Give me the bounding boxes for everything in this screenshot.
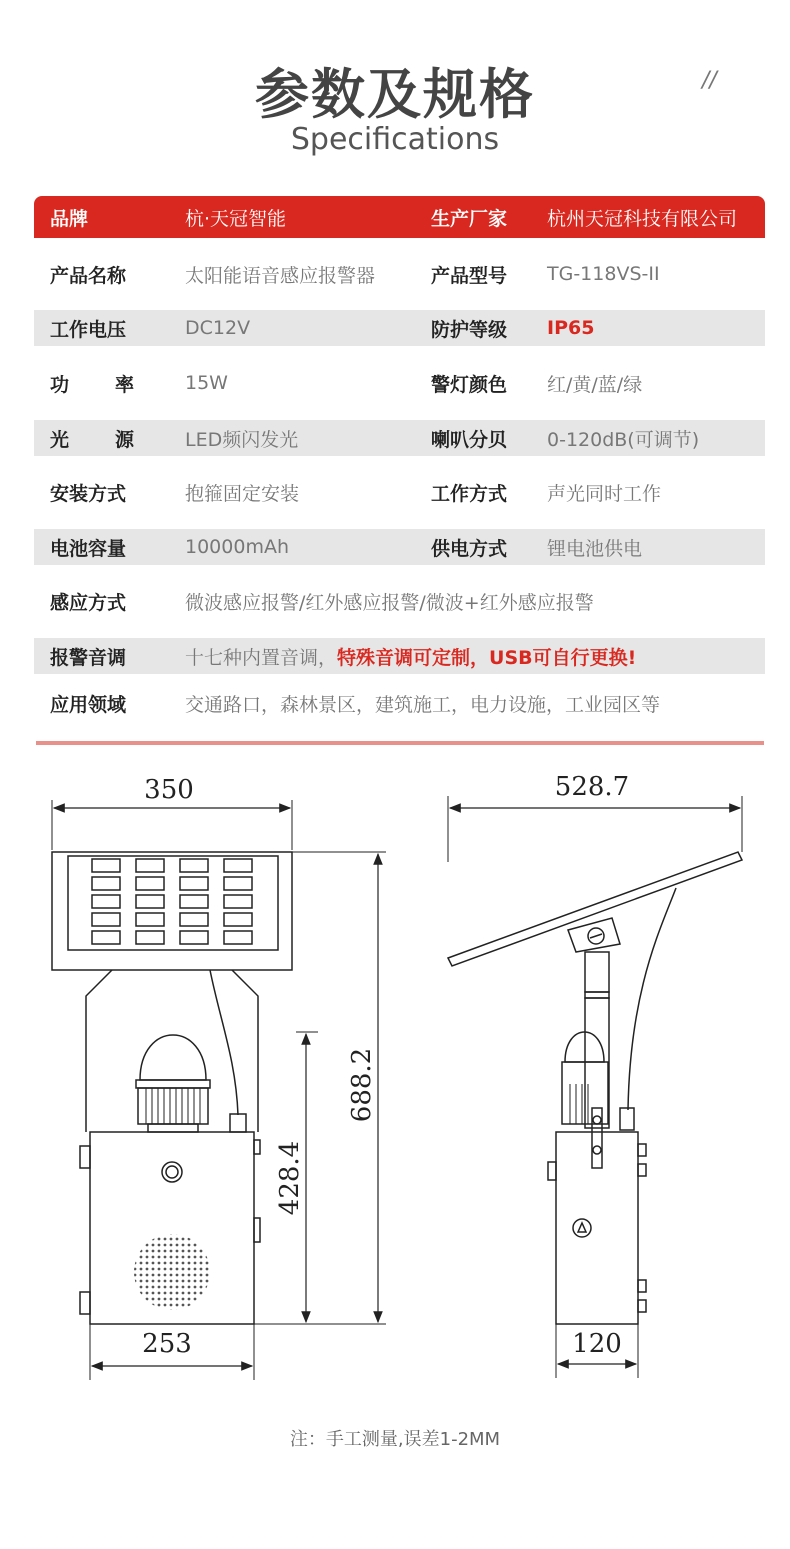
- row-value-2: 红/黄/蓝/绿: [547, 373, 643, 396]
- table-row: [34, 238, 765, 310]
- row-label-2: 防护等级: [431, 318, 508, 341]
- row-value: 交通路口，森林景区，建筑施工，电力设施，工业园区等: [185, 693, 661, 716]
- front-view: [52, 800, 386, 1380]
- table-row: [34, 674, 765, 732]
- row-value: DC12V: [185, 317, 251, 339]
- page-title: 参数及规格: [255, 63, 535, 126]
- row-label-2: 警灯颜色: [431, 373, 508, 396]
- row-label-2: 工作方式: [431, 483, 508, 505]
- row-value: LED频闪发光: [185, 428, 299, 451]
- dim-side-depth: 120: [572, 1329, 622, 1359]
- brand-label: 品牌: [50, 207, 89, 230]
- dim-box-width: 253: [142, 1329, 192, 1359]
- row-value-2: IP65: [547, 317, 595, 339]
- row-label: 电池容量: [50, 537, 127, 560]
- row-label: 安装方式: [50, 483, 127, 505]
- manufacturer-label: 生产厂家: [431, 207, 508, 230]
- row-label-2: 喇叭分贝: [431, 428, 508, 451]
- brand-value: 杭·天冠智能: [185, 207, 287, 230]
- table-row: [34, 456, 765, 529]
- dim-total-height: 688.2: [347, 1047, 377, 1123]
- row-value: 十七种内置音调，: [185, 646, 338, 669]
- table-row: [34, 420, 765, 456]
- table-row: [34, 529, 765, 565]
- row-label: 工作电压: [50, 318, 127, 341]
- spec-table: [34, 196, 765, 732]
- row-value: 抱箍固定安装: [185, 483, 300, 505]
- row-label: 光 源: [50, 428, 134, 451]
- row-label-2: 产品型号: [431, 264, 508, 287]
- table-row: [34, 638, 765, 674]
- row-label-2: 供电方式: [431, 537, 508, 560]
- dim-side-width: 528.7: [554, 772, 630, 802]
- row-value: 15W: [185, 372, 228, 394]
- row-value: 微波感应报警/红外感应报警/微波+红外感应报警: [185, 592, 594, 614]
- row-value-2: TG-118VS-II: [547, 263, 660, 285]
- row-value-2: 声光同时工作: [547, 483, 662, 505]
- side-view: [448, 796, 742, 1378]
- dim-box-height: 428.4: [275, 1140, 305, 1216]
- table-row: [34, 346, 765, 420]
- row-value: 10000mAh: [185, 536, 289, 558]
- table-header-row: [34, 196, 765, 238]
- table-row: [34, 565, 765, 638]
- row-value-2: 0-120dB(可调节): [547, 428, 700, 451]
- manufacturer-value: 杭州天冠科技有限公司: [547, 207, 738, 230]
- panel-cells: [92, 859, 252, 944]
- section-divider: [36, 741, 764, 745]
- dim-front-width: 350: [144, 775, 194, 805]
- page-subtitle: Specifications: [290, 122, 500, 157]
- row-label: 产品名称: [50, 264, 127, 287]
- measurement-note: 注：手工测量,误差1-2MM: [289, 1429, 501, 1450]
- row-value: 太阳能语音感应报警器: [185, 264, 376, 287]
- row-label: 功 率: [50, 373, 134, 396]
- row-value-highlight: 特殊音调可定制，USB可自行更换!: [337, 646, 637, 669]
- row-label: 报警音调: [50, 646, 127, 669]
- table-row: [34, 310, 765, 346]
- dimension-drawing: [0, 760, 790, 1400]
- decoration-slashes: //: [702, 68, 717, 93]
- row-label: 感应方式: [50, 592, 127, 614]
- row-value-2: 锂电池供电: [547, 537, 643, 560]
- row-label: 应用领域: [50, 693, 127, 716]
